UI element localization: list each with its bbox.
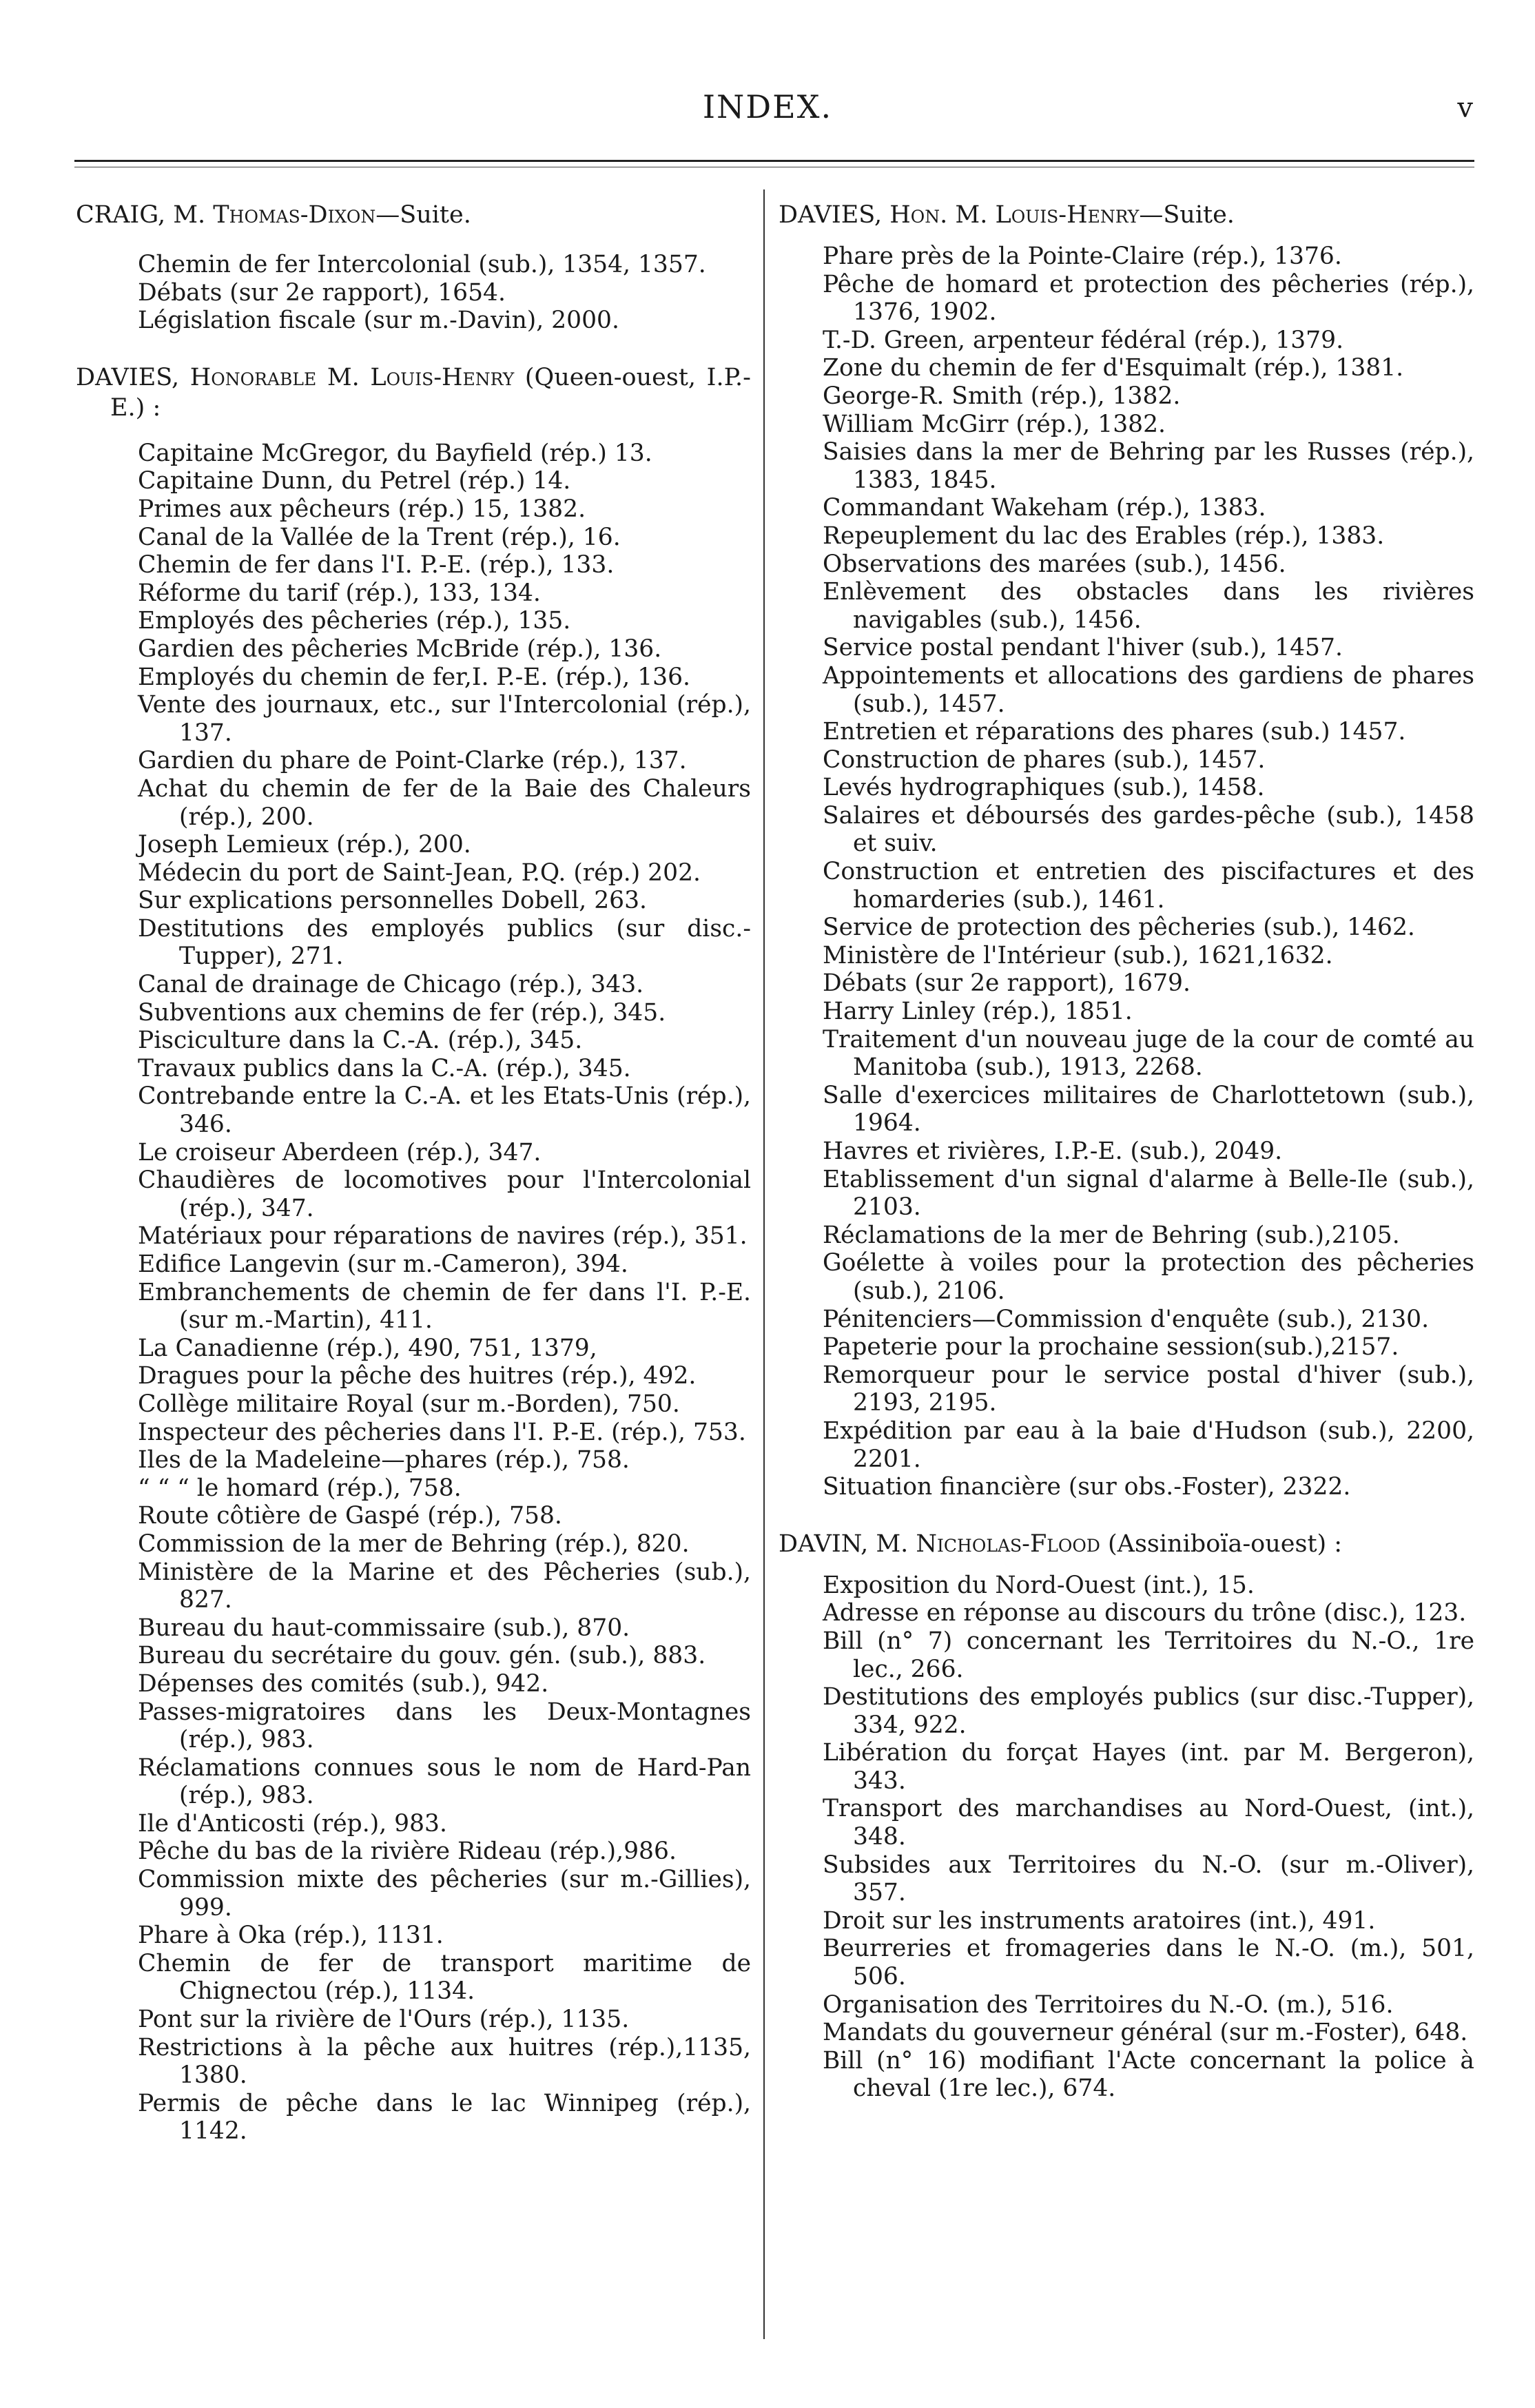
index-entry: Chemin de fer de transport maritime de Chignectou (rép.), 1134. bbox=[138, 1949, 751, 2006]
index-entry: Joseph Lemieux (rép.), 200. bbox=[138, 831, 471, 859]
index-entry: George-R. Smith (rép.), 1382. bbox=[823, 382, 1181, 410]
left-column bbox=[76, 200, 751, 2173]
index-entry: Canal de la Vallée de la Trent (rép.), 16. bbox=[138, 523, 621, 551]
index-entry: Commandant Wakeham (rép.), 1383. bbox=[823, 494, 1266, 522]
index-block bbox=[779, 200, 1474, 1501]
index-entry: Edifice Langevin (sur m.-Cameron), 394. bbox=[138, 1251, 628, 1278]
index-entry: William McGirr (rép.), 1382. bbox=[823, 410, 1166, 438]
index-entry: Saisies dans la mer de Behring par les Russes (rép.), 1383, 1845. bbox=[823, 438, 1474, 494]
index-entry: Route côtière de Gaspé (rép.), 758. bbox=[138, 1502, 562, 1530]
index-entry: Transport des marchandises au Nord-Ouest, (int.), 348. bbox=[823, 1795, 1474, 1851]
index-entry: Subsides aux Territoires du N.-O. (sur m.-Oliver), 357. bbox=[823, 1851, 1474, 1907]
index-entry: Canal de drainage de Chicago (rép.), 343. bbox=[138, 971, 644, 999]
index-entry: Bureau du haut-commissaire (sub.), 870. bbox=[138, 1614, 630, 1642]
page-number: v bbox=[1457, 92, 1473, 124]
index-entry: Débats (sur 2e rapport), 1654. bbox=[138, 278, 506, 307]
header-rule bbox=[74, 160, 1474, 162]
index-entry: Levés hydrographiques (sub.), 1458. bbox=[823, 774, 1265, 802]
index-entry: Passes-migratoires dans les Deux-Montagnes (rép.), 983. bbox=[138, 1698, 751, 1754]
index-entry: Situation financière (sur obs.-Foster), 2322. bbox=[823, 1473, 1351, 1501]
index-entry: Destitutions des employés publics (sur disc.-Tupper), 271. bbox=[138, 914, 751, 971]
index-entry: Vente des journaux, etc., sur l'Intercolonial (rép.), 137. bbox=[138, 691, 751, 747]
index-entry: Harry Linley (rép.), 1851. bbox=[823, 998, 1133, 1026]
index-entry: Pêche de homard et protection des pêcheries (rép.), 1376, 1902. bbox=[823, 270, 1474, 327]
index-entry: Sur explications personnelles Dobell, 263. bbox=[138, 887, 648, 915]
index-entry: Pont sur la rivière de l'Ours (rép.), 1135. bbox=[138, 2006, 630, 2034]
heading-tail: —Suite. bbox=[375, 201, 471, 229]
index-entry: Droit sur les instruments aratoires (int.), 491. bbox=[823, 1906, 1376, 1935]
index-entry: Primes aux pêcheurs (rép.) 15, 1382. bbox=[138, 495, 586, 523]
index-entry: Pénitenciers—Commission d'enquête (sub.), 2130. bbox=[823, 1305, 1430, 1333]
index-entry: Gardien du phare de Point-Clarke (rép.), 137. bbox=[138, 747, 687, 775]
index-entry: Iles de la Madeleine—phares (rép.), 758. bbox=[138, 1446, 630, 1474]
index-entry: Ministère de la Marine et des Pêcheries (sub.), 827. bbox=[138, 1558, 751, 1614]
index-entry: Construction et entretien des piscifactures et des homarderies (sub.), 1461. bbox=[823, 858, 1474, 914]
index-entry: Capitaine Dunn, du Petrel (rép.) 14. bbox=[138, 467, 571, 495]
index-entry: Achat du chemin de fer de la Baie des Chaleurs (rép.), 200. bbox=[138, 774, 751, 831]
index-entry: Embranchements de chemin de fer dans l'I. P.-E. (sur m.-Martin), 411. bbox=[138, 1278, 751, 1335]
index-entry: Destitutions des employés publics (sur disc.-Tupper), 334, 922. bbox=[823, 1683, 1474, 1739]
index-entry: Mandats du gouverneur général (sur m.-Foster), 648. bbox=[823, 2019, 1468, 2047]
index-entry: Réclamations connues sous le nom de Hard-Pan (rép.), 983. bbox=[138, 1753, 751, 1810]
index-entry: Construction de phares (sub.), 1457. bbox=[823, 745, 1266, 774]
index-entry: Appointements et allocations des gardiens de phares (sub.), 1457. bbox=[823, 661, 1474, 718]
index-entry: Chemin de fer dans l'I. P.-E. (rép.), 133. bbox=[138, 551, 615, 579]
index-heading bbox=[76, 362, 751, 423]
index-heading bbox=[779, 1529, 1474, 1559]
index-block bbox=[76, 200, 751, 335]
index-entry: Commission mixte des pêcheries (sur m.-Gillies), 999. bbox=[138, 1866, 751, 1922]
index-entry: Contrebande entre la C.-A. et les Etats-Unis (rép.), 346. bbox=[138, 1082, 751, 1139]
index-entry: Subventions aux chemins de fer (rép.), 345. bbox=[138, 998, 666, 1027]
index-entry: Goélette à voiles pour la protection des pêcheries (sub.), 2106. bbox=[823, 1249, 1474, 1305]
index-entry: Etablissement d'un signal d'alarme à Belle-Ile (sub.), 2103. bbox=[823, 1165, 1474, 1222]
index-entry: Phare à Oka (rép.), 1131. bbox=[138, 1922, 444, 1950]
index-entry: Ile d'Anticosti (rép.), 983. bbox=[138, 1809, 447, 1838]
index-entry: Débats (sur 2e rapport), 1679. bbox=[823, 969, 1191, 998]
heading-name: DAVIES, bbox=[779, 201, 890, 229]
index-entry: Médecin du port de Saint-Jean, P.Q. (rép.) 202. bbox=[138, 858, 701, 887]
index-entry: Organisation des Territoires du N.-O. (m.), 516. bbox=[823, 1990, 1394, 2019]
index-entry: Collège militaire Royal (sur m.-Borden), 750. bbox=[138, 1390, 680, 1418]
index-entry: Exposition du Nord-Ouest (int.), 15. bbox=[823, 1571, 1255, 1599]
index-entry: “ “ “ le homard (rép.), 758. bbox=[138, 1474, 462, 1502]
heading-name: DAVIES, bbox=[76, 363, 190, 391]
index-entry: Pêche du bas de la rivière Rideau (rép.),986. bbox=[138, 1838, 677, 1866]
page-title: INDEX. bbox=[702, 88, 833, 125]
index-entry: Enlèvement des obstacles dans les rivières navigables (sub.), 1456. bbox=[823, 578, 1474, 634]
index-entry: Expédition par eau à la baie d'Hudson (sub.), 2200, 2201. bbox=[823, 1417, 1474, 1473]
index-entry: Phare près de la Pointe-Claire (rép.), 1376. bbox=[823, 243, 1342, 270]
heading-given-name: Thomas-Dixon bbox=[213, 201, 376, 229]
index-entry: Législation fiscale (sur m.-Davin), 2000. bbox=[138, 307, 619, 335]
heading-given-name: Hon. M. Louis-Henry bbox=[889, 201, 1140, 229]
index-entry: Pisciculture dans la C.-A. (rép.), 345. bbox=[138, 1027, 583, 1055]
heading-tail: (Assiniboïa-ouest) : bbox=[1100, 1530, 1343, 1558]
index-entry: Dépenses des comités (sub.), 942. bbox=[138, 1669, 549, 1698]
heading-given-name: Nicholas-Flood bbox=[916, 1530, 1100, 1558]
index-entry: Libération du forçat Hayes (int. par M. Bergeron), 343. bbox=[823, 1739, 1474, 1795]
index-entry: Employés des pêcheries (rép.), 135. bbox=[138, 607, 571, 635]
index-entry: Réforme du tarif (rép.), 133, 134. bbox=[138, 579, 541, 607]
heading-tail: (Queen-ouest, I.P.-E.) : bbox=[110, 363, 751, 422]
right-column bbox=[779, 200, 1474, 2130]
index-entry: Papeterie pour la prochaine session(sub.),2157. bbox=[823, 1333, 1399, 1361]
index-entry: T.-D. Green, arpenteur fédéral (rép.), 1379. bbox=[823, 326, 1344, 354]
heading-name: DAVIN, M. bbox=[779, 1530, 916, 1558]
index-entry: Chaudières de locomotives pour l'Intercolonial (rép.), 347. bbox=[138, 1166, 751, 1222]
index-entry: Salle d'exercices militaires de Charlottetown (sub.), 1964. bbox=[823, 1081, 1474, 1138]
index-heading bbox=[779, 200, 1474, 230]
index-entry: Adresse en réponse au discours du trône (disc.), 123. bbox=[823, 1599, 1467, 1627]
column-divider bbox=[763, 189, 765, 2339]
index-entry: Salaires et déboursés des gardes-pêche (sub.), 1458 et suiv. bbox=[823, 801, 1474, 858]
index-block bbox=[779, 1529, 1474, 2103]
index-entry: Inspecteur des pêcheries dans l'I. P.-E. (rép.), 753. bbox=[138, 1418, 746, 1446]
index-entry: Zone du chemin de fer d'Esquimalt (rép.), 1381. bbox=[823, 354, 1404, 382]
index-entry: Le croiseur Aberdeen (rép.), 347. bbox=[138, 1138, 542, 1166]
index-entry: Bill (n° 16) modifiant l'Acte concernant la police à cheval (1re lec.), 674. bbox=[823, 2046, 1474, 2103]
index-entry: Havres et rivières, I.P.-E. (sub.), 2049. bbox=[823, 1138, 1283, 1165]
index-entry: Entretien et réparations des phares (sub.) 1457. bbox=[823, 718, 1406, 746]
index-entry: Travaux publics dans la C.-A. (rép.), 345. bbox=[138, 1054, 631, 1082]
page-header bbox=[0, 88, 1535, 130]
index-entry: Repeuplement du lac des Erables (rép.), 1383. bbox=[823, 522, 1385, 550]
index-entry: Ministère de l'Intérieur (sub.), 1621,1632. bbox=[823, 941, 1333, 969]
index-entry: Service postal pendant l'hiver (sub.), 1457. bbox=[823, 634, 1343, 662]
index-entry: Bill (n° 7) concernant les Territoires du N.-O., 1re lec., 266. bbox=[823, 1627, 1474, 1683]
index-entry: Gardien des pêcheries McBride (rép.), 136. bbox=[138, 635, 662, 663]
index-entry: Matériaux pour réparations de navires (rép.), 351. bbox=[138, 1222, 748, 1251]
index-entry: Remorqueur pour le service postal d'hiver (sub.), 2193, 2195. bbox=[823, 1361, 1474, 1417]
index-entry: Employés du chemin de fer,I. P.-E. (rép.), 136. bbox=[138, 663, 691, 691]
index-heading bbox=[76, 200, 751, 230]
heading-given-name: Honorable M. Louis-Henry bbox=[189, 363, 515, 391]
index-entry: Permis de pêche dans le lac Winnipeg (rép.), 1142. bbox=[138, 2089, 751, 2145]
index-entry: Dragues pour la pêche des huitres (rép.), 492. bbox=[138, 1362, 697, 1390]
index-entry: Bureau du secrétaire du gouv. gén. (sub.), 883. bbox=[138, 1642, 706, 1670]
index-entry: Commission de la mer de Behring (rép.), 820. bbox=[138, 1530, 690, 1558]
index-entry: Traitement d'un nouveau juge de la cour de comté au Manitoba (sub.), 1913, 2268. bbox=[823, 1025, 1474, 1082]
index-entry: Réclamations de la mer de Behring (sub.),2105. bbox=[823, 1221, 1400, 1249]
index-entry: La Canadienne (rép.), 490, 751, 1379, bbox=[138, 1334, 597, 1362]
index-entry: Beurreries et fromageries dans le N.-O. (m.), 501, 506. bbox=[823, 1935, 1474, 1991]
index-entry: Restrictions à la pêche aux huitres (rép.),1135, 1380. bbox=[138, 2033, 751, 2090]
heading-name: CRAIG, M. bbox=[76, 201, 214, 229]
index-entry: Chemin de fer Intercolonial (sub.), 1354, 1357. bbox=[138, 251, 706, 278]
index-entry: Observations des marées (sub.), 1456. bbox=[823, 550, 1286, 578]
index-entry: Service de protection des pêcheries (sub.), 1462. bbox=[823, 914, 1415, 942]
index-block bbox=[76, 362, 751, 2145]
index-entry: Capitaine McGregor, du Bayfield (rép.) 13. bbox=[138, 439, 652, 467]
heading-tail: —Suite. bbox=[1139, 201, 1235, 229]
